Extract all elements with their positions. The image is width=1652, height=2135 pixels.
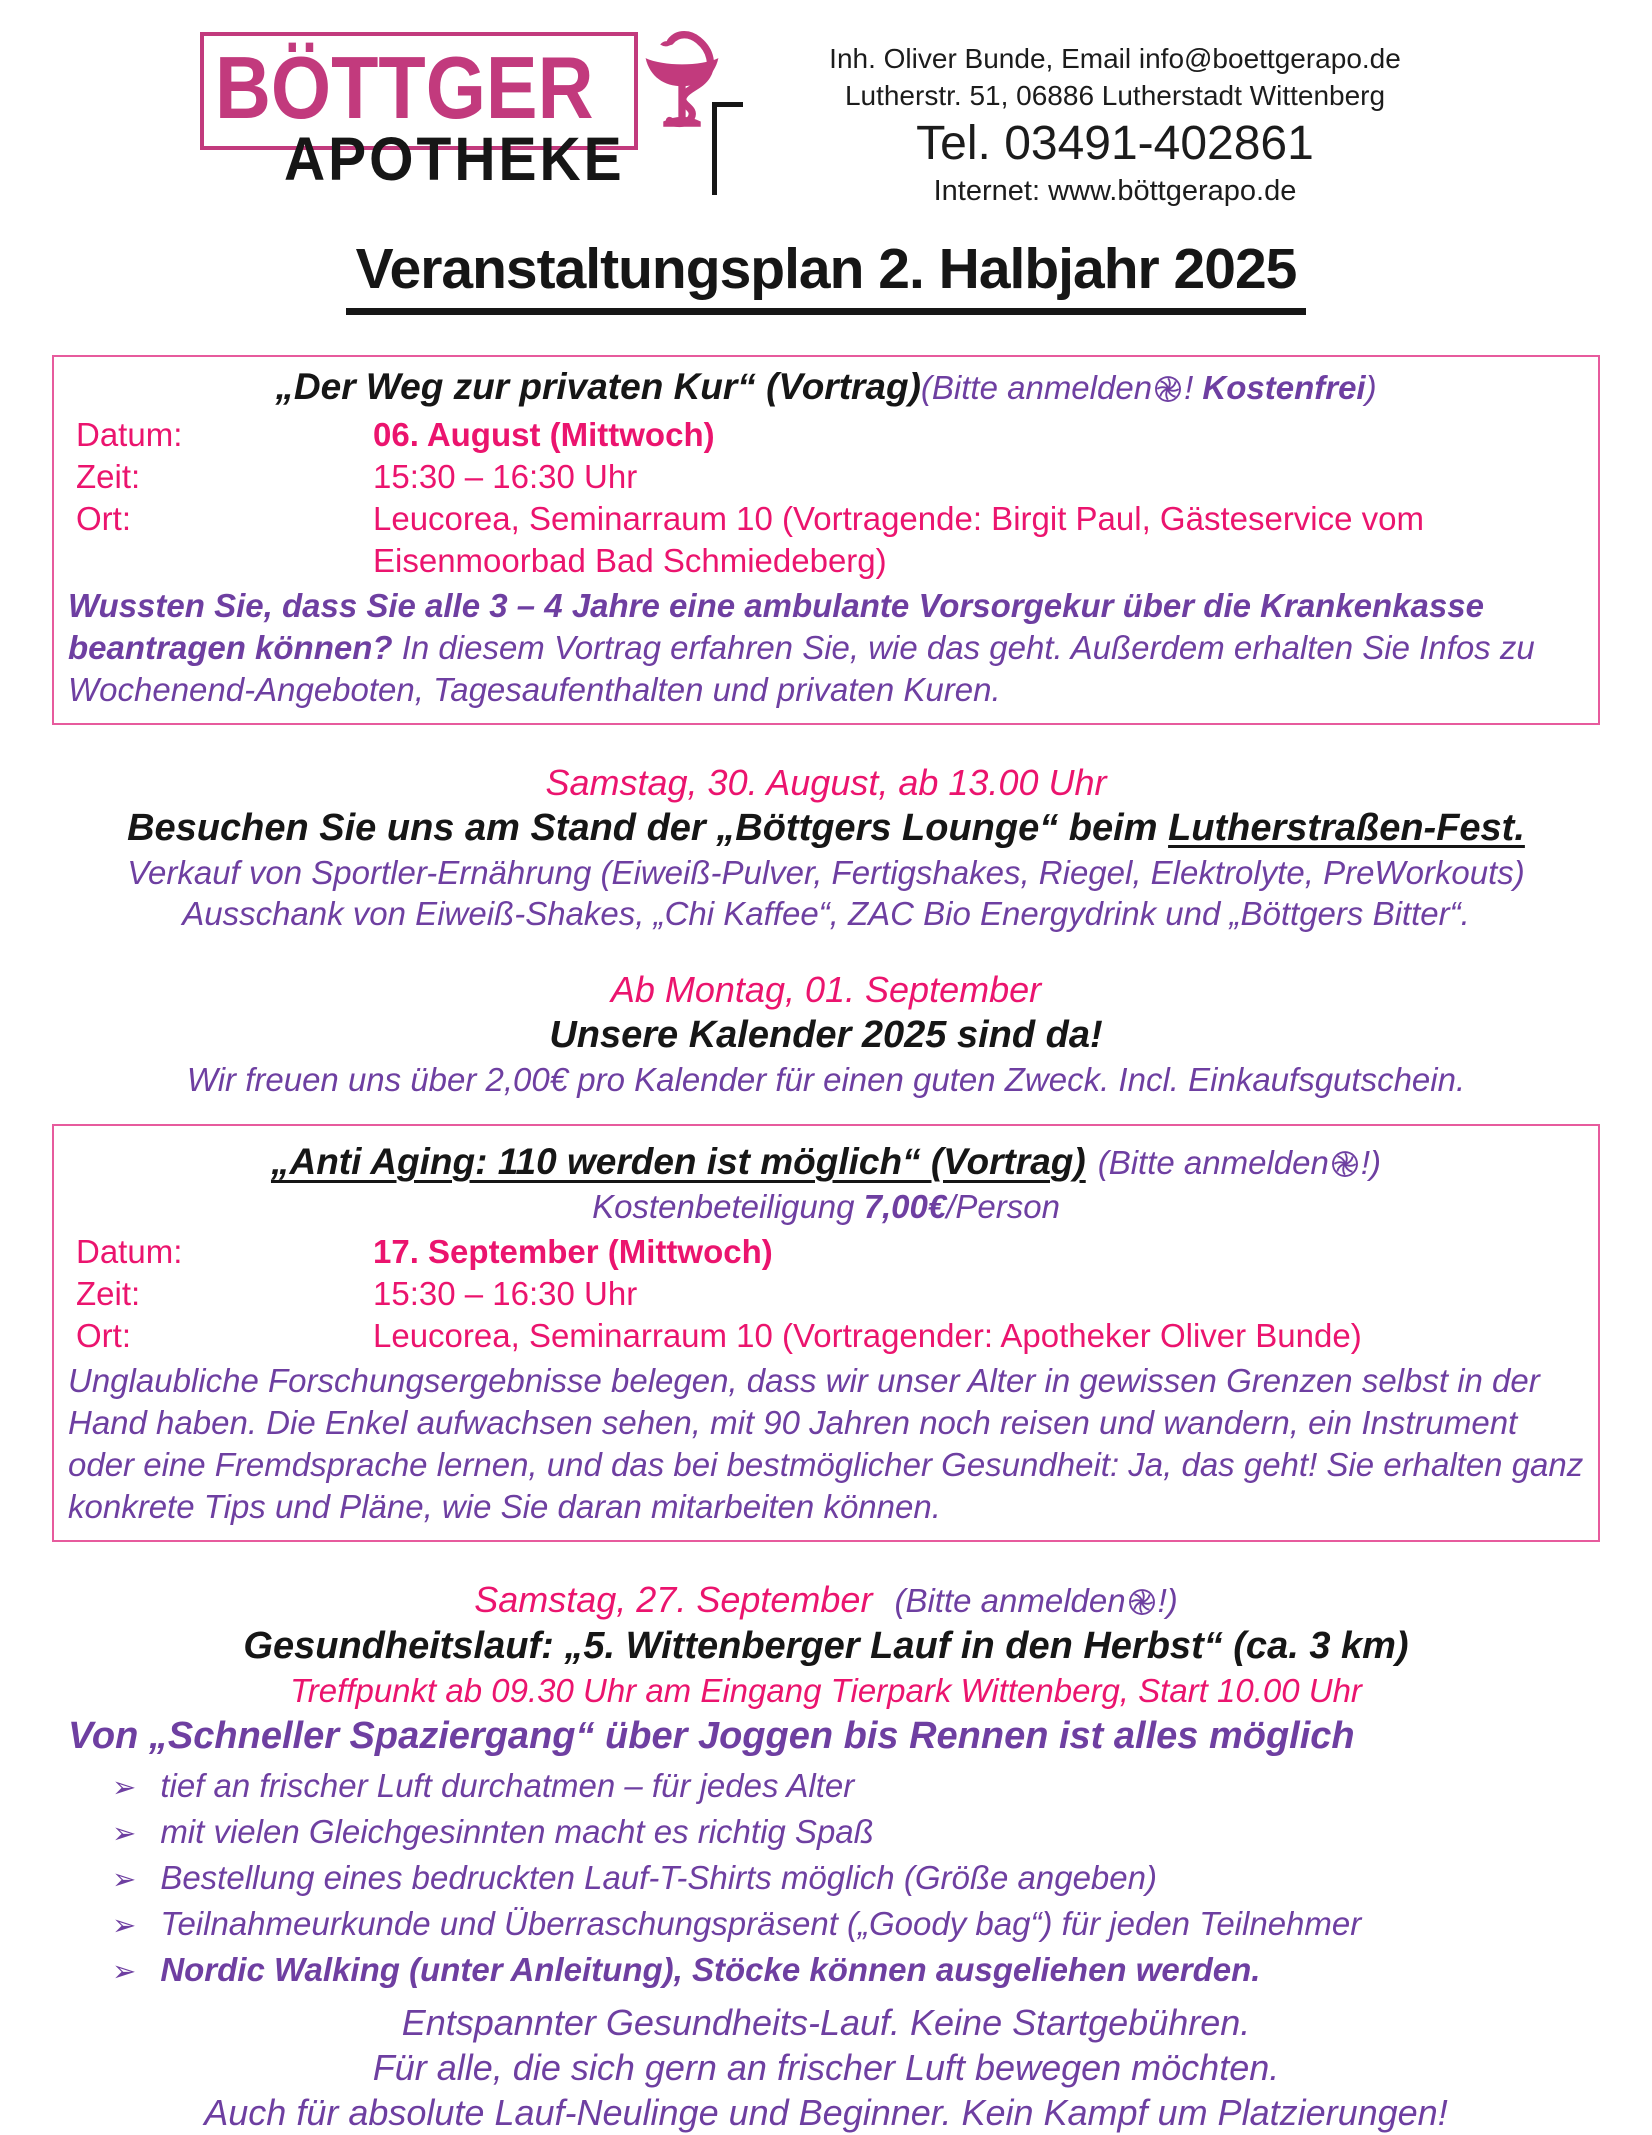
event-detail-row <box>68 1273 1584 1315</box>
event5-date: Samstag, 27. September <box>474 1579 873 1620</box>
detail-value: 06. August (Mittwoch) <box>373 416 715 453</box>
bullet-text: Teilnahmeurkunde und Überraschungspräsent („Goody bag“) für jeden Teilnehmer <box>160 1905 1362 1942</box>
event1-description-rest: In diesem Vortrag erfahren Sie, wie das geht. Außerdem erhalten Sie Infos zu Wochenend-Angeboten, Tagesaufenthalten und privaten Kuren. <box>68 629 1535 708</box>
event5-headline: Gesundheitslauf: „5. Wittenberger Lauf in den Herbst“ (ca. 3 km) <box>243 1625 1409 1667</box>
event2-headline <box>0 805 1652 852</box>
detail-value: 15:30 – 16:30 Uhr <box>373 1275 638 1312</box>
outro-line: Für alle, die sich gern an frischer Luft bewegen möchten. <box>372 2047 1280 2088</box>
event2-headline-underlined: Lutherstraßen-Fest. <box>1168 807 1525 849</box>
event4-title-line <box>68 1138 1584 1186</box>
note-text: (Bitte anmelden <box>920 369 1153 406</box>
contact-website: Internet: www.böttgerapo.de <box>933 175 1297 207</box>
contact-owner-email: Inh. Oliver Bunde, Email info@boettgerapo.de <box>829 43 1401 74</box>
arrow-bullet-icon: ➢ <box>112 1956 137 1988</box>
detail-label: Datum: <box>76 1233 183 1270</box>
note-text: !) <box>1360 1144 1382 1181</box>
event4-note <box>1098 1144 1381 1181</box>
bullet-text: Nordic Walking (unter Anleitung), Stöcke können ausgeliehen werden. <box>160 1951 1261 1988</box>
flyer-page <box>0 30 1652 2133</box>
note-text: !) <box>1157 1582 1178 1619</box>
event2-date: Samstag, 30. August, ab 13.00 Uhr <box>545 762 1107 803</box>
arrow-bullet-icon: ➢ <box>112 1772 137 1804</box>
phone-icon <box>1330 1149 1360 1179</box>
arrow-bullet-icon: ➢ <box>112 1910 137 1942</box>
bowl-of-hygieia-icon <box>642 30 722 134</box>
event1-description <box>68 585 1584 711</box>
bullet-item <box>112 1948 1652 1994</box>
event1-description-bold: Wussten Sie, dass Sie alle 3 – 4 Jahre eine ambulante Vorsorgekur über die Krankenkasse beantragen können? <box>68 587 1484 666</box>
event1-title: „Der Weg zur privaten Kur“ (Vortrag) <box>275 366 921 407</box>
cost-amount: 7,00€ <box>863 1188 947 1225</box>
event2-section <box>0 761 1652 934</box>
event3-headline: Unsere Kalender 2025 sind da! <box>549 1014 1103 1056</box>
event4-title: „Anti Aging: 110 werden ist möglich“ (Vortrag) <box>270 1141 1086 1182</box>
logo-apotheke-text: APOTHEKE <box>284 124 625 194</box>
contact-phone: Tel. 03491-402861 <box>916 117 1314 170</box>
arrow-bullet-icon: ➢ <box>112 1864 137 1896</box>
pharmacy-logo <box>200 30 775 194</box>
page-title <box>0 236 1652 315</box>
outro-line: Entspannter Gesundheits-Lauf. Keine Startgebühren. <box>401 2002 1251 2043</box>
event5-intro: Von „Schneller Spaziergang“ über Joggen bis Rennen ist alles möglich <box>68 1715 1355 1757</box>
logo-corner-bracket <box>712 102 743 195</box>
page-title-text: Veranstaltungsplan 2. Halbjahr 2025 <box>346 236 1307 315</box>
bullet-text: mit vielen Gleichgesinnten macht es richtig Spaß <box>160 1813 874 1850</box>
event1-title-line <box>68 363 1584 411</box>
cost-text: Kostenbeteiligung <box>592 1188 864 1225</box>
event-detail-row <box>68 498 1584 582</box>
detail-label: Ort: <box>76 1317 131 1354</box>
cost-text: /Person <box>946 1188 1060 1225</box>
note-text: ) <box>1365 369 1377 406</box>
bullet-item <box>112 1856 1652 1902</box>
event2-line1: Verkauf von Sportler-Ernährung (Eiweiß-Pulver, Fertigshakes, Riegel, Elektrolyte, PreWorkouts) <box>127 854 1525 891</box>
phone-icon <box>1127 1587 1157 1617</box>
event4-description: Unglaubliche Forschungsergebnisse belegen, dass wir unser Alter in gewissen Grenzen selbst in der Hand haben. Die Enkel aufwachsen sehen, mit 90 Jahren noch reisen und wandern, ein Instrument oder eine Fremdsprache lernen, und das bei bestmöglicher Gesundheit: Ja, das geht! Sie erhalten ganz konkrete Tips und Pläne, wie Sie daran mitarbeiten können. <box>68 1362 1584 1525</box>
detail-label: Zeit: <box>76 1275 141 1312</box>
event4-details <box>68 1231 1584 1357</box>
logo-boettger-text: BÖTTGER <box>215 37 594 138</box>
event-detail-row <box>68 1315 1584 1357</box>
event3-section <box>0 968 1652 1100</box>
bullet-text: Bestellung eines bedruckten Lauf-T-Shirts möglich (Größe angeben) <box>160 1859 1157 1896</box>
header <box>200 30 1652 210</box>
event3-line1: Wir freuen uns über 2,00€ pro Kalender für einen guten Zweck. Incl. Einkaufsgutschein. <box>186 1061 1466 1098</box>
bullet-item <box>112 1810 1652 1856</box>
note-kostenfrei: Kostenfrei <box>1202 369 1366 406</box>
event5-note <box>894 1582 1177 1619</box>
bullet-item <box>112 1764 1652 1810</box>
note-text: (Bitte anmelden <box>1097 1144 1329 1181</box>
detail-label: Datum: <box>76 416 183 453</box>
bullet-text: tief an frischer Luft durchatmen – für jedes Alter <box>160 1767 855 1804</box>
event1-note <box>921 369 1377 406</box>
detail-value: Leucorea, Seminarraum 10 (Vortragende: Birgit Paul, Gästeservice vom Eisenmoorbad Bad Schmiedeberg) <box>373 500 1425 579</box>
event3-date: Ab Montag, 01. September <box>610 969 1042 1010</box>
phone-icon <box>1153 374 1183 404</box>
detail-value: 15:30 – 16:30 Uhr <box>373 458 638 495</box>
arrow-bullet-icon: ➢ <box>112 1818 137 1850</box>
detail-label: Ort: <box>76 500 131 537</box>
event5-meeting-line: Treffpunkt ab 09.30 Uhr am Eingang Tierpark Wittenberg, Start 10.00 Uhr <box>290 1672 1362 1709</box>
event1-details <box>68 414 1584 582</box>
contact-address: Lutherstr. 51, 06886 Lutherstadt Wittenberg <box>844 80 1386 111</box>
outro-line: Auch für absolute Lauf-Neulinge und Beginner. Kein Kampf um Platzierungen! <box>204 2092 1448 2133</box>
detail-value: Leucorea, Seminarraum 10 (Vortragender: Apotheker Oliver Bunde) <box>373 1317 1362 1354</box>
event5-bullet-list <box>0 1764 1652 1994</box>
event4-cost-line <box>68 1186 1584 1228</box>
event2-line2: Ausschank von Eiweiß-Shakes, „Chi Kaffee“, ZAC Bio Energydrink und „Böttgers Bitter“. <box>182 895 1470 932</box>
event4-box <box>52 1124 1600 1542</box>
event2-headline-text: Besuchen Sie uns am Stand der „Böttgers Lounge“ beim <box>127 807 1169 849</box>
note-text: (Bitte anmelden <box>894 1582 1126 1619</box>
event5-section <box>0 1578 1652 2135</box>
bullet-item <box>112 1902 1652 1948</box>
event1-box <box>52 355 1600 725</box>
contact-block <box>785 30 1445 210</box>
event-detail-row <box>68 1231 1584 1273</box>
detail-value: 17. September (Mittwoch) <box>373 1233 773 1270</box>
event5-outro <box>0 2000 1652 2135</box>
detail-label: Zeit: <box>76 458 141 495</box>
event5-date-line <box>0 1578 1652 1623</box>
event-detail-row <box>68 414 1584 456</box>
event-detail-row <box>68 456 1584 498</box>
note-text: ! <box>1184 369 1203 406</box>
